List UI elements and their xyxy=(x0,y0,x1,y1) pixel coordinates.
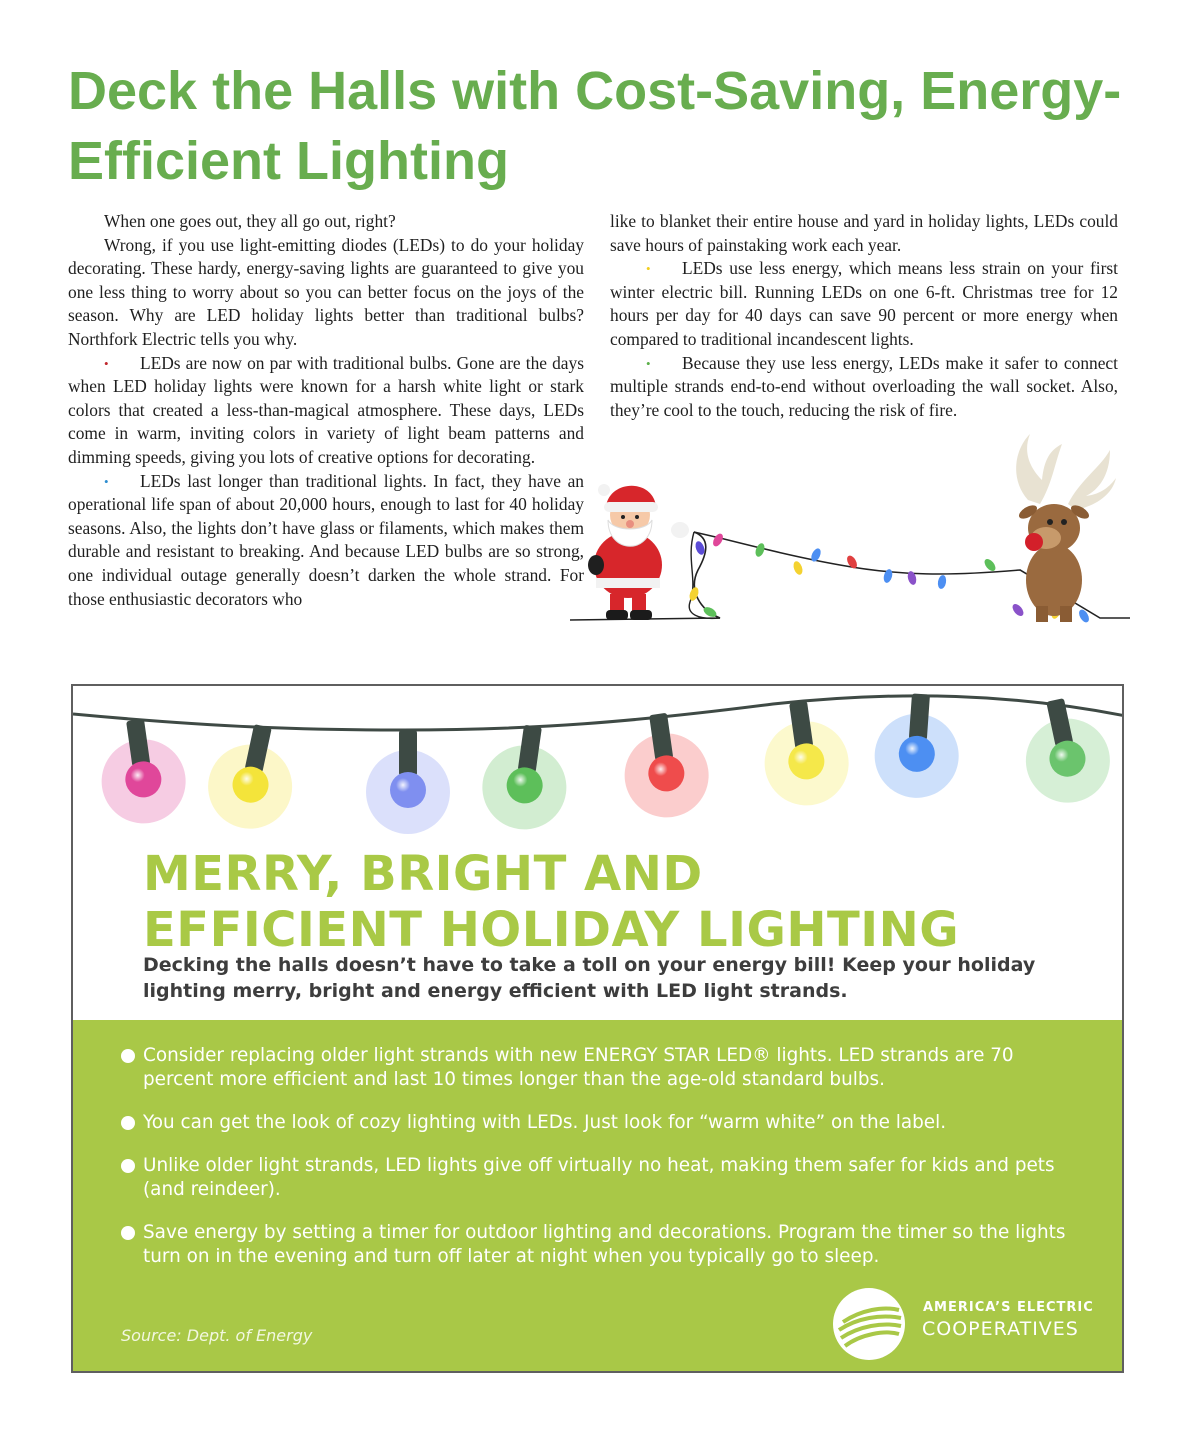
infobox-headline: MERRY, BRIGHT AND EFFICIENT HOLIDAY LIGHTING xyxy=(143,846,960,958)
bullet-icon: • xyxy=(646,261,651,277)
list-item: You can get the look of cozy lighting with LEDs. Just look for “warm white” on the label. xyxy=(121,1111,1081,1135)
logo-text-line1: AMERICA’S ELECTRIC xyxy=(923,1300,1094,1315)
santa-icon xyxy=(588,484,689,620)
cooperatives-logo xyxy=(833,1288,1103,1360)
bullet-paragraph-3: • LEDs use less energy, which means less strain on your first winter electric bill. Running LEDs on one 6-ft. Christmas tree for 12 hours per day for 40 days can save 90 percent or more energy when compared to traditional incandescent lights. xyxy=(610,258,1118,349)
continued-paragraph: like to blanket their entire house and yard in holiday lights, LEDs could save hours of painstaking work each year. xyxy=(610,211,1118,255)
holiday-illustration xyxy=(570,420,1130,635)
bullet-icon: • xyxy=(104,355,109,371)
logo-text-line2: COOPERATIVES xyxy=(922,1318,1079,1340)
light-bulb-icon xyxy=(756,696,854,811)
bulb-group-icon xyxy=(93,691,1117,836)
list-item: Save energy by setting a timer for outdoor lighting and decorations. Program the timer so the lights turn on in the evening and turn off later at night when you typically go to sleep. xyxy=(121,1221,1081,1269)
light-bulb-icon xyxy=(200,717,304,836)
bullet-paragraph-1: • LEDs are now on par with traditional bulbs. Gone are the days when LED holiday lights were known for a harsh white light or stark colors that created a less-than-magical atmosphere. These days, LEDs come in warm, inviting colors in variety of light beam patterns and dimming speeds, giving you lots of creative options for decorating. xyxy=(68,352,584,467)
light-bulb-icon xyxy=(872,691,963,801)
infobox-subhead: Decking the halls doesn’t have to take a toll on your energy bill! Keep your holiday lighting merry, bright and energy efficient with LED light strands. xyxy=(143,954,1036,1002)
article-column-left xyxy=(68,210,584,611)
intro-paragraph: When one goes out, they all go out, right? xyxy=(104,211,396,231)
tips-panel xyxy=(73,1020,1124,1373)
bullet-icon: • xyxy=(646,355,651,371)
body-paragraph: Wrong, if you use light-emitting diodes (LEDs) to do your holiday decorating. These hardy, energy-saving lights are guaranteed to give you one less thing to worry about so you can better focus on the joys of the season. Why are LED holiday lights better than traditional bulbs? Northfork Electric tells you why. xyxy=(68,234,584,349)
bullet-paragraph-2: • LEDs last longer than traditional lights. In fact, they have an operational life span of about 20,000 hours, enough to last for 40 holiday seasons. Also, the lights don’t have glass or filaments, which makes them durable and resistant to breaking. And because LED bulbs are so strong, one individual outage generally doesn’t darken the whole strand. For those enthusiastic decorators who xyxy=(68,470,584,609)
light-bulb-icon xyxy=(366,730,450,834)
list-item: Consider replacing older light strands with new ENERGY STAR LED® lights. LED strands are 70 percent more efficient and last 10 times longer than the age-old standard bulbs. xyxy=(121,1044,1081,1092)
article-column-right xyxy=(610,210,1118,422)
article-title: Deck the Halls with Cost-Saving, Energy-Efficient Lighting xyxy=(68,61,1122,191)
light-bulb-icon xyxy=(616,708,714,823)
reindeer-icon xyxy=(1016,434,1116,622)
tips-infobox xyxy=(71,684,1124,1373)
bullet-paragraph-4: • Because they use less energy, LEDs make it safer to connect multiple strands end-to-end without overloading the wall socket. Also, they’re cool to the touch, reducing the risk of fire. xyxy=(610,352,1118,420)
light-bulb-icon xyxy=(93,714,191,829)
cooperatives-logo-icon xyxy=(833,1288,905,1360)
source-credit: Source: Dept. of Energy xyxy=(121,1326,313,1345)
light-bulb-icon xyxy=(1014,691,1118,810)
bullet-icon: • xyxy=(104,473,109,489)
list-item: Unlike older light strands, LED lights give off virtually no heat, making them safer for kids and pets (and reindeer). xyxy=(121,1154,1081,1202)
string-lights-banner xyxy=(73,686,1124,836)
tips-list xyxy=(121,1044,1081,1288)
light-bulb-icon xyxy=(477,720,575,835)
light-wire-icon xyxy=(73,696,1124,730)
